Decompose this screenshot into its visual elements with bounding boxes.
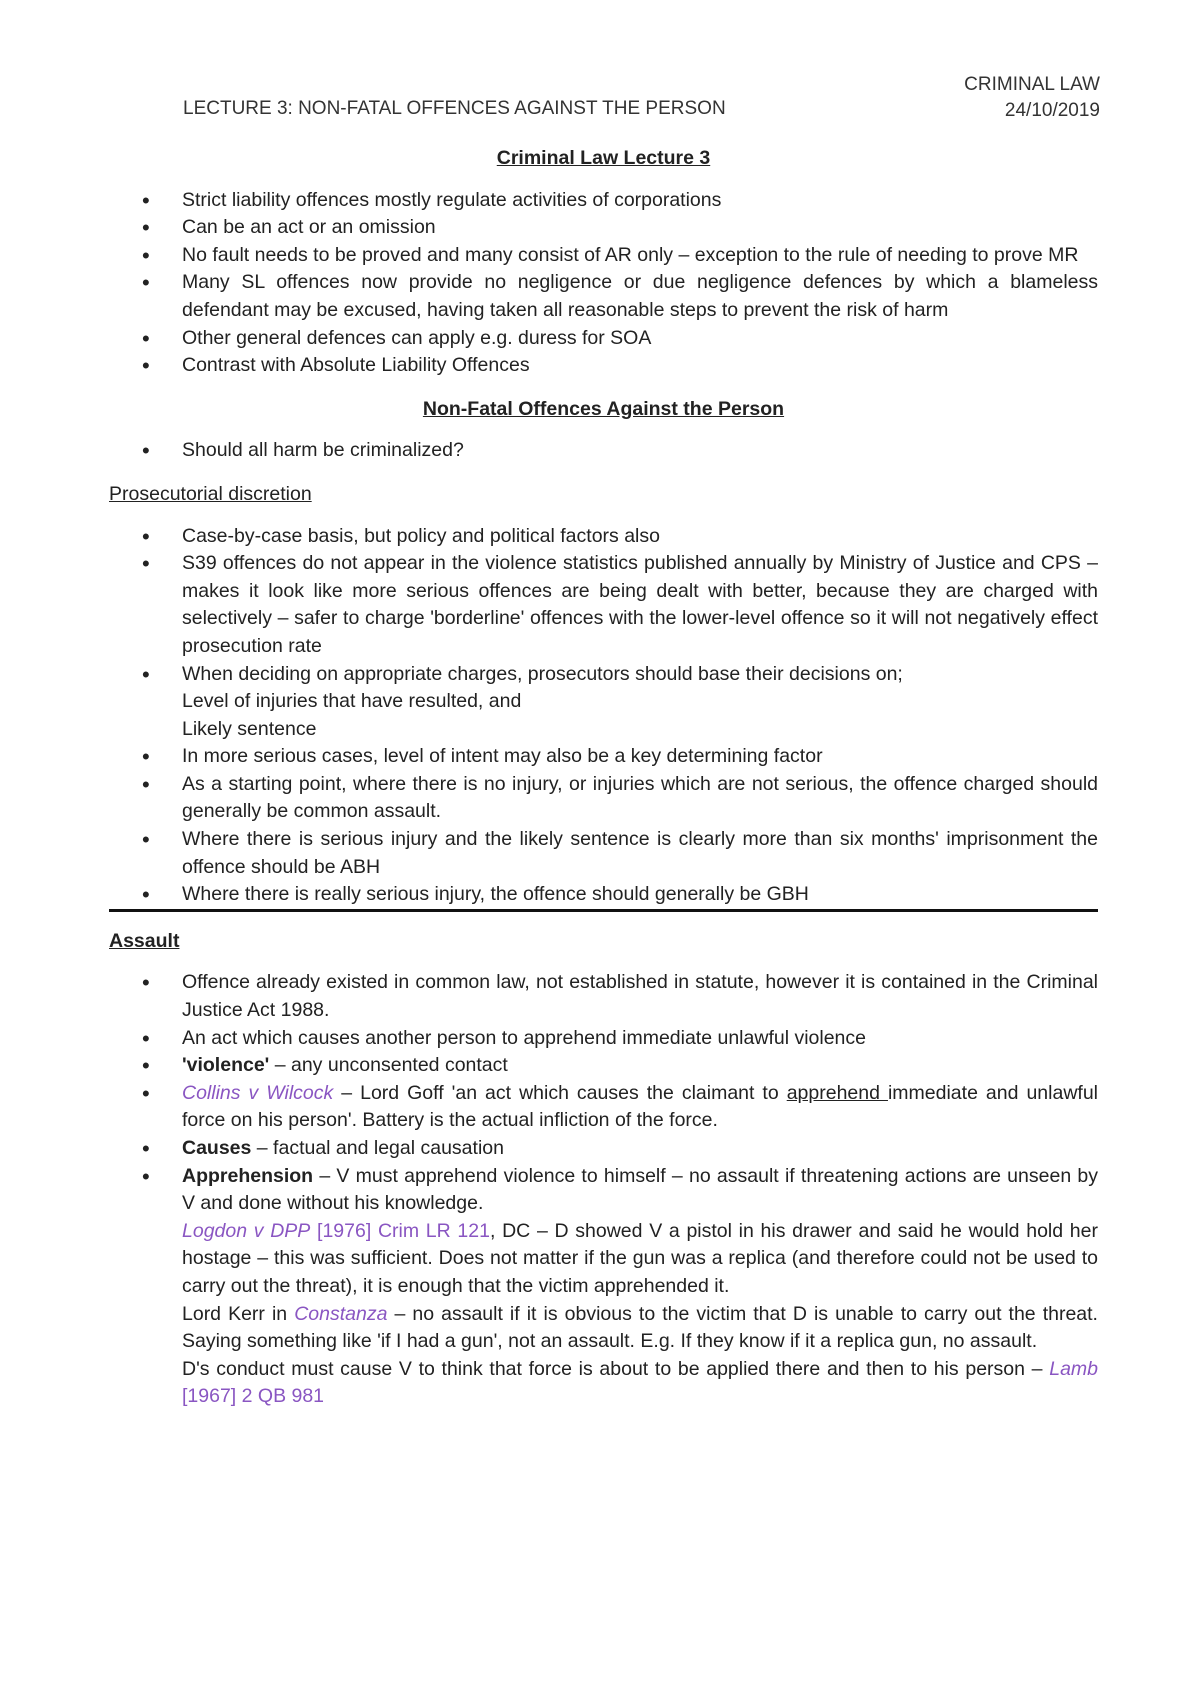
header-date: 24/10/2019	[1004, 100, 1100, 121]
header-lecture: LECTURE 3: NON-FATAL OFFENCES AGAINST THE PERSON	[183, 98, 726, 119]
list-item: • An act which causes another person to apprehend immediate unlawful violence	[109, 1025, 1098, 1053]
case-name: Lamb	[1049, 1357, 1098, 1380]
case-name: Collins v Wilcock	[182, 1081, 334, 1104]
text: immediate and unlawful force on his person'. Battery is the actual infliction of the force.	[182, 1081, 1098, 1132]
list-item	[109, 1052, 1098, 1080]
case-name: Constanza	[294, 1302, 388, 1325]
prosecutorial-bullets	[109, 523, 1098, 912]
list-item: • Case-by-case basis, but policy and political factors also	[109, 523, 1098, 551]
citation: [1967] 2 QB 981	[182, 1385, 325, 1408]
term: 'violence'	[182, 1054, 270, 1077]
list-item: • Offence already existed in common law, not established in statute, however it is contained in the Criminal Justice Act 1988.	[109, 969, 1098, 1024]
nfoap-bullets	[109, 437, 1098, 465]
text: – no assault if it is obvious to the victim that D is unable to carry out the threat. Saying something like 'if I had a gun', not an assault. E.g. If they know if it a replica gun, no assault.	[182, 1302, 1098, 1353]
list-item: • No fault needs to be proved and many consist of AR only – exception to the rule of needing to prove MR	[109, 242, 1098, 270]
underlined-text: apprehend	[786, 1081, 888, 1104]
header-subject: CRIMINAL LAW	[964, 74, 1100, 95]
section-title-nfoap: Non-Fatal Offences Against the Person	[422, 397, 785, 420]
paragraph	[182, 1218, 1098, 1301]
text: – any unconsented contact	[269, 1054, 508, 1077]
document-body	[109, 145, 1098, 1411]
text: – V must apprehend violence to himself – no assault if threatening actions are unseen by V and done without his knowledge.	[182, 1164, 1098, 1215]
citation: [1976] Crim LR 121	[310, 1219, 490, 1242]
list-item-line: • When deciding on appropriate charges, prosecutors should base their decisions on;	[182, 662, 903, 685]
text: – factual and legal causation	[251, 1137, 504, 1159]
text: Lord Kerr in	[182, 1302, 295, 1325]
section-title-lecture: Criminal Law Lecture 3	[496, 147, 711, 169]
list-item: • As a starting point, where there is no injury, or injuries which are not serious, the offence charged should generally be common assault.	[109, 771, 1098, 826]
list-item: • Strict liability offences mostly regulate activities of corporations	[109, 187, 1098, 215]
list-item: • S39 offences do not appear in the violence statistics published annually by Ministry of Justice and CPS – makes it look like more serious offences are being dealt with better, because they are charged with selectively – safer to charge 'borderline' offences with the lower-level offence so it will not negatively effect prosecution rate	[109, 550, 1098, 660]
list-item	[109, 661, 1098, 744]
assault-bullets	[109, 969, 1098, 1411]
list-item-line: Likely sentence	[182, 717, 317, 740]
list-item: • Other general defences can apply e.g. duress for SOA	[109, 325, 1098, 353]
section-title-prosecutorial: Prosecutorial discretion	[109, 482, 312, 505]
term: Apprehension	[182, 1164, 314, 1187]
text: , DC – D showed V a pistol in his drawer and said he would hold her hostage – this was sufficient. Does not matter if the gun was a replica (and therefore could not be used to carry out the threat), it is enough that the victim apprehended it.	[182, 1219, 1098, 1297]
lecture-bullets	[109, 187, 1098, 380]
list-item	[109, 1080, 1098, 1135]
case-name: Logdon v DPP	[182, 1219, 311, 1242]
list-item: • Many SL offences now provide no negligence or due negligence defences by which a blameless defendant may be excused, having taken all reasonable steps to prevent the risk of harm	[109, 269, 1098, 324]
list-item: • Should all harm be criminalized?	[109, 437, 1098, 465]
section-title-assault: Assault	[109, 929, 180, 952]
header-right	[964, 72, 1100, 124]
term: Causes	[182, 1137, 252, 1159]
list-item: • In more serious cases, level of intent may also be a key determining factor	[109, 743, 1098, 771]
list-item: • Where there is serious injury and the likely sentence is clearly more than six months' imprisonment the offence should be ABH	[109, 826, 1098, 881]
list-item: • Contrast with Absolute Liability Offences	[109, 352, 1098, 380]
paragraph	[182, 1163, 1098, 1218]
list-item: • Can be an act or an omission	[109, 214, 1098, 242]
list-item	[109, 1163, 1098, 1411]
list-item-line: Level of injuries that have resulted, and	[182, 690, 522, 713]
paragraph	[182, 1356, 1098, 1411]
text: D's conduct must cause V to think that force is about to be applied there and then to his person –	[182, 1357, 1050, 1380]
paragraph	[182, 1301, 1098, 1356]
text: – Lord Goff 'an act which causes the claimant to	[333, 1081, 787, 1104]
list-item	[109, 1135, 1098, 1163]
list-item: • Where there is really serious injury, the offence should generally be GBH	[109, 881, 1098, 912]
